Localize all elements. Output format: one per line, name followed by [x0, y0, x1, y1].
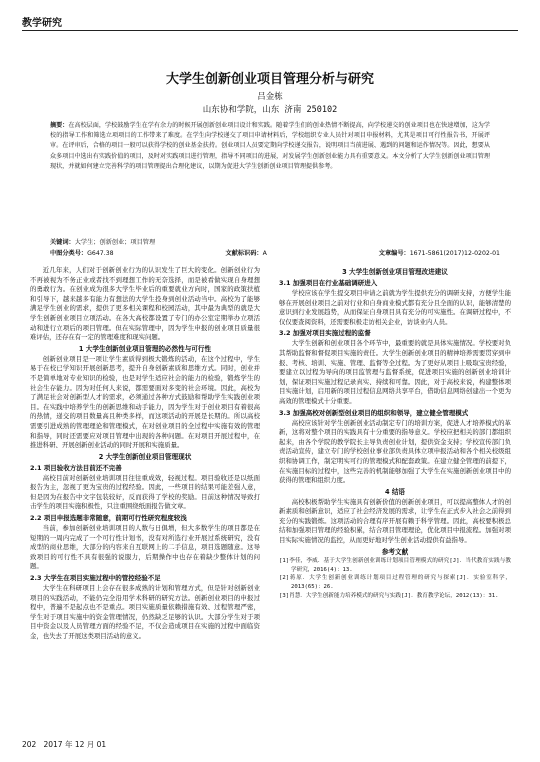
section-3-1-heading: 3.1 加强项目在行业基础调研进入 [279, 279, 378, 287]
abstract [50, 121, 490, 172]
id-value: 1671-5861(2017)12-0202-01 [409, 250, 500, 257]
doc-value: A [262, 250, 267, 257]
section-3-3-heading: 3.3 加强高校对创新型创业项目的组织和领导，建立健全管理模式 [279, 408, 469, 417]
issue-date: 2017 年 12 月 01 [43, 740, 107, 749]
article-affiliation: 山东协和学院，山东 济南 250102 [202, 105, 338, 115]
section-4-heading: 4 结语 [384, 487, 406, 496]
keywords-label: 关键词： [50, 239, 75, 246]
clc-info [50, 248, 114, 257]
section-1-paragraph: 创新创业项目是一项让学生素质得到极大锻炼的活动，在这个过程中，学生易于在校已学知识开展创新思考，提升自身创新素质和思维方式。同时，创业并不是简单地对专业知识的检验，也是对学生适应社会的能力的检验，锻炼学生的社会生存能力。因为对任何人来说，都需要面对多变的社会环境。因此，高校为了满足社会对创新型人才的需求，必须通过各种方式鼓励和帮助学生实践创业项目。在实践中培养学生的创新思维和动手能力，因为学生对于创业项目有着很高的热情，递交的项目数量高且种类多样，而这项活动的开展是长期的。所以高校需要引进成熟的管理理论和管理模式，在对创业项目的全过程中实施有效的管理和指导，同时还需要应对项目管理中出现的各种问题。在对项目开展过程中，在推进科研、开展创新创业活动的同时开展和实施质量。 [30, 354, 260, 450]
right-column [279, 266, 511, 600]
abstract-text: 在高校层面，学校鼓励学生在学有余力的时候开展创新创业项目设计和实践。随着学生们的创业热情不断提高，向学校递交的创业项目也在快速增加，这为学校的指导工作和筛选立项项目的工作带来了难度。在学生向学校递交了项目申请材料后，学校组织专业人员针对项目申报材料，尤其是项目可行性报告书，开展评审。在评审后，合格的项目一般可以获得学校的创业基金扶持。创业项目人员要定期向学校递交报告，说明项目当前进展、遇到的问题和运作情况等。因此，想要从众多项目中选出有实践价值的项目，及时对实践项目进行管理，指导不同项目的进展，对发展学生创新创业能力具有重要意义。本文分析了大学生创新创业项目管理现状，并就如何建立完善科学的项目管理提出合理化建议，以期为促进大学生创新创业项目管理提供参考。 [50, 122, 491, 170]
section-2-2-paragraph: 当前，参加创新创业培训项目的人数与日俱增，但大多数学生的项目都是在短期的一周内完成了一个可行性计划书，没有对所选行业开展过系统研究，没有成型的商业思维，大部分的内容来自互联网上的二手信息，项目选题随意。这导致项目的可行性不具有很强的说服力，后期操作中也存在着缺少整体计划的问题。 [30, 524, 260, 571]
section-2-heading: 2 大学生创新创业项目管理现状 [98, 452, 192, 461]
clc-value: G647.38 [87, 250, 114, 257]
reference-item: [1]李佳，李威．基于大学生创新创业训练计划项目管理模式的研究[J]．当代教育实践与教学研究，2016(4)：13. [279, 558, 511, 573]
section-2-1-paragraph: 高校目前对创新创业培训项目往往重成效，轻视过程。项目验收还是以纸面报告为主，忽视了更为宝贵的过程经验。因此，一些项目的结果可能差强人意，但是因为在报告中文字包装较好，反而获得了学校的奖励。目前这种情况导致打击学生的项目实施积极性，只注重围绕纸面报告做文章。 [30, 473, 260, 511]
section-2-3-heading: 2.3 大学生在项目实施过程中的管控经验不足 [30, 574, 161, 583]
section-label: 教学研究 [22, 18, 62, 29]
article-author: 吕金栋 [257, 92, 283, 102]
left-column [30, 266, 260, 642]
section-4-paragraph: 高校积极帮助学生实施具有创新价值的创新创业项目，可以提高整体人才的创新素质和创新意识，适应了社会经济发展的需求，让学生在正式步入社会之前得到充分的实践锻炼。这项活动的合理有序开展有赖于科学管理。因此，高校要积极总结和加强项目管理的经验积累，结合项目管理理论，优化项目中报流程。加强对项目实际实施情况的监控，从而更好地对学生创业活动提供有益指导。 [279, 497, 511, 545]
article-title: 大学生创新创业项目管理分析与研究 [165, 72, 374, 87]
keywords-text: 大学生；创新创业；项目管理 [74, 239, 156, 246]
section-3-3-paragraph: 高校应该针对学生创新创业活动制定专门的培训方案，促进人才培养模式的革新，这将对整个项目的实践具有十分重要的指导意义。学校应把相关的部门都组织起来，由各个学院的教学院长主导负责创业计划，提供资金支持；学校宣传部门负责活动宣传，建立专门的学校创业事业部负责具体立项申报活动和各个相关校级组织和协调工作，制定明实可行的管理模式和配套政策。在建立健全管理的前提下，在实施目标的过程中，这些完善的机制能够加强了大学生在实施创新创业项目中的获得的管理和组织力度。 [279, 418, 511, 485]
doc-label: 文献标识码： [225, 250, 263, 257]
page-number: 202 [22, 740, 37, 749]
section-3-2-heading: 3.2 加强对项目实施过程的监督 [279, 329, 371, 338]
reference-item: [3]肖慧．大学生创新能力培养模式的研究与实践[J]．教育教学论坛，2012(13)：31. [279, 592, 499, 599]
abstract-label: 摘要： [50, 122, 69, 129]
section-3-2-paragraph: 大学生创新和创业项目各个环节中，最重要的就是具体实施情况。学校要对负其帮助监督和督促项目实施的责任。大学生创新创业项目的精神培养需要贯穿到申报、考核、培训、实施、管理、监督等全过程。为了更好从项目上吸取宝贵经验，要建立以过程为导向的项目监管理与监督系统，促进项目实施的创新创业培训计划，保证项目实施过程记录真实、持续和可靠。因此，对于高校来说，构建整体项目实施计划，启用新的项目过程信息网络共享平台，借助信息网络创建出一个更为高效的管理模式十分重要。 [279, 339, 511, 405]
section-2-3-paragraph: 大学生在科研项目上会存在很多成熟的计划和管理方式，但是针对创新创业项目的实践活动，不能仍完全沿用学术科研的研究方法。创新创业项目的申报过程中，普遍不是起点也不是重点。项目实施质量依赖措施有效、过程管理严密，学生对于项目实施中的资金管理情况，仍然缺乏足够的认识。大部分学生对于项目中资金以及人员管理方面的经验不足，不仅会造成项目在实施的过程中面临资金，也失去了开展这类项目活动的意义。 [30, 584, 260, 640]
reference-item: [2]蒋原．大学生创新创业训练计划项目过程管理的研究与探索[J]．实验室科学，2013(65)：26. [279, 575, 511, 591]
section-1-heading: 1 大学生创新创业项目管理的必然性与可行性 [78, 344, 212, 353]
id-info [379, 248, 500, 257]
section-3-heading: 3 大学生创新创业项目管理改进建议 [342, 268, 448, 276]
header-rule [22, 30, 518, 31]
intro-paragraph: 近几年来，人们对于创新创业行为的认识发生了巨大的变化。创新创业行为不再被视为不务正业或者找不到理想工作的无奈选择，而是被看做实现自身理想的勇敢行为。在创业成为很多大学生毕业后的重要就业方向时，国家的政策扶植和引导下，越来越多有能力有想法的大学生投身到创业活动当中。高校为了能够满足学生创业的需求，提供了更多相关课程和校园活动，其中最为典型的就是大学生创新创业项目立项活动。在各大高校都设置了专门的办公室定期举办立项活动和进行立项后的项目管理。但在实际管理中，因为学生申报的创业项目质量很难评估，还存在有一定的管理难度和现实问题。 [30, 266, 260, 342]
article-meta [50, 248, 500, 257]
section-2-2-heading: 2.2 项目申报选题非常随意，前期可行性研究程度较浅 [30, 514, 187, 523]
references-heading: 参考文献 [381, 547, 409, 556]
section-3-1-paragraph: 学校应该在学生提交项目申请之前就为学生提供充分的调研支持，方便学生能够在开展创业项目之前对行业和自身商业模式都有充分且全面的认识，能够清楚的意识到行业发展趋势，从而保证自身项目具有充分的可实施性。在调研过程中，不仅仅要查阅资料，还需要积极走访相关企业，访谈业内人员。 [279, 289, 511, 326]
clc-label: 中图分类号： [50, 250, 88, 257]
id-label: 文章编号： [378, 250, 410, 257]
page-footer [22, 739, 106, 750]
keywords [50, 237, 490, 246]
doc-info [226, 248, 267, 257]
section-2-1-heading: 2.1 项目验收方法目前还不完善 [30, 463, 122, 472]
